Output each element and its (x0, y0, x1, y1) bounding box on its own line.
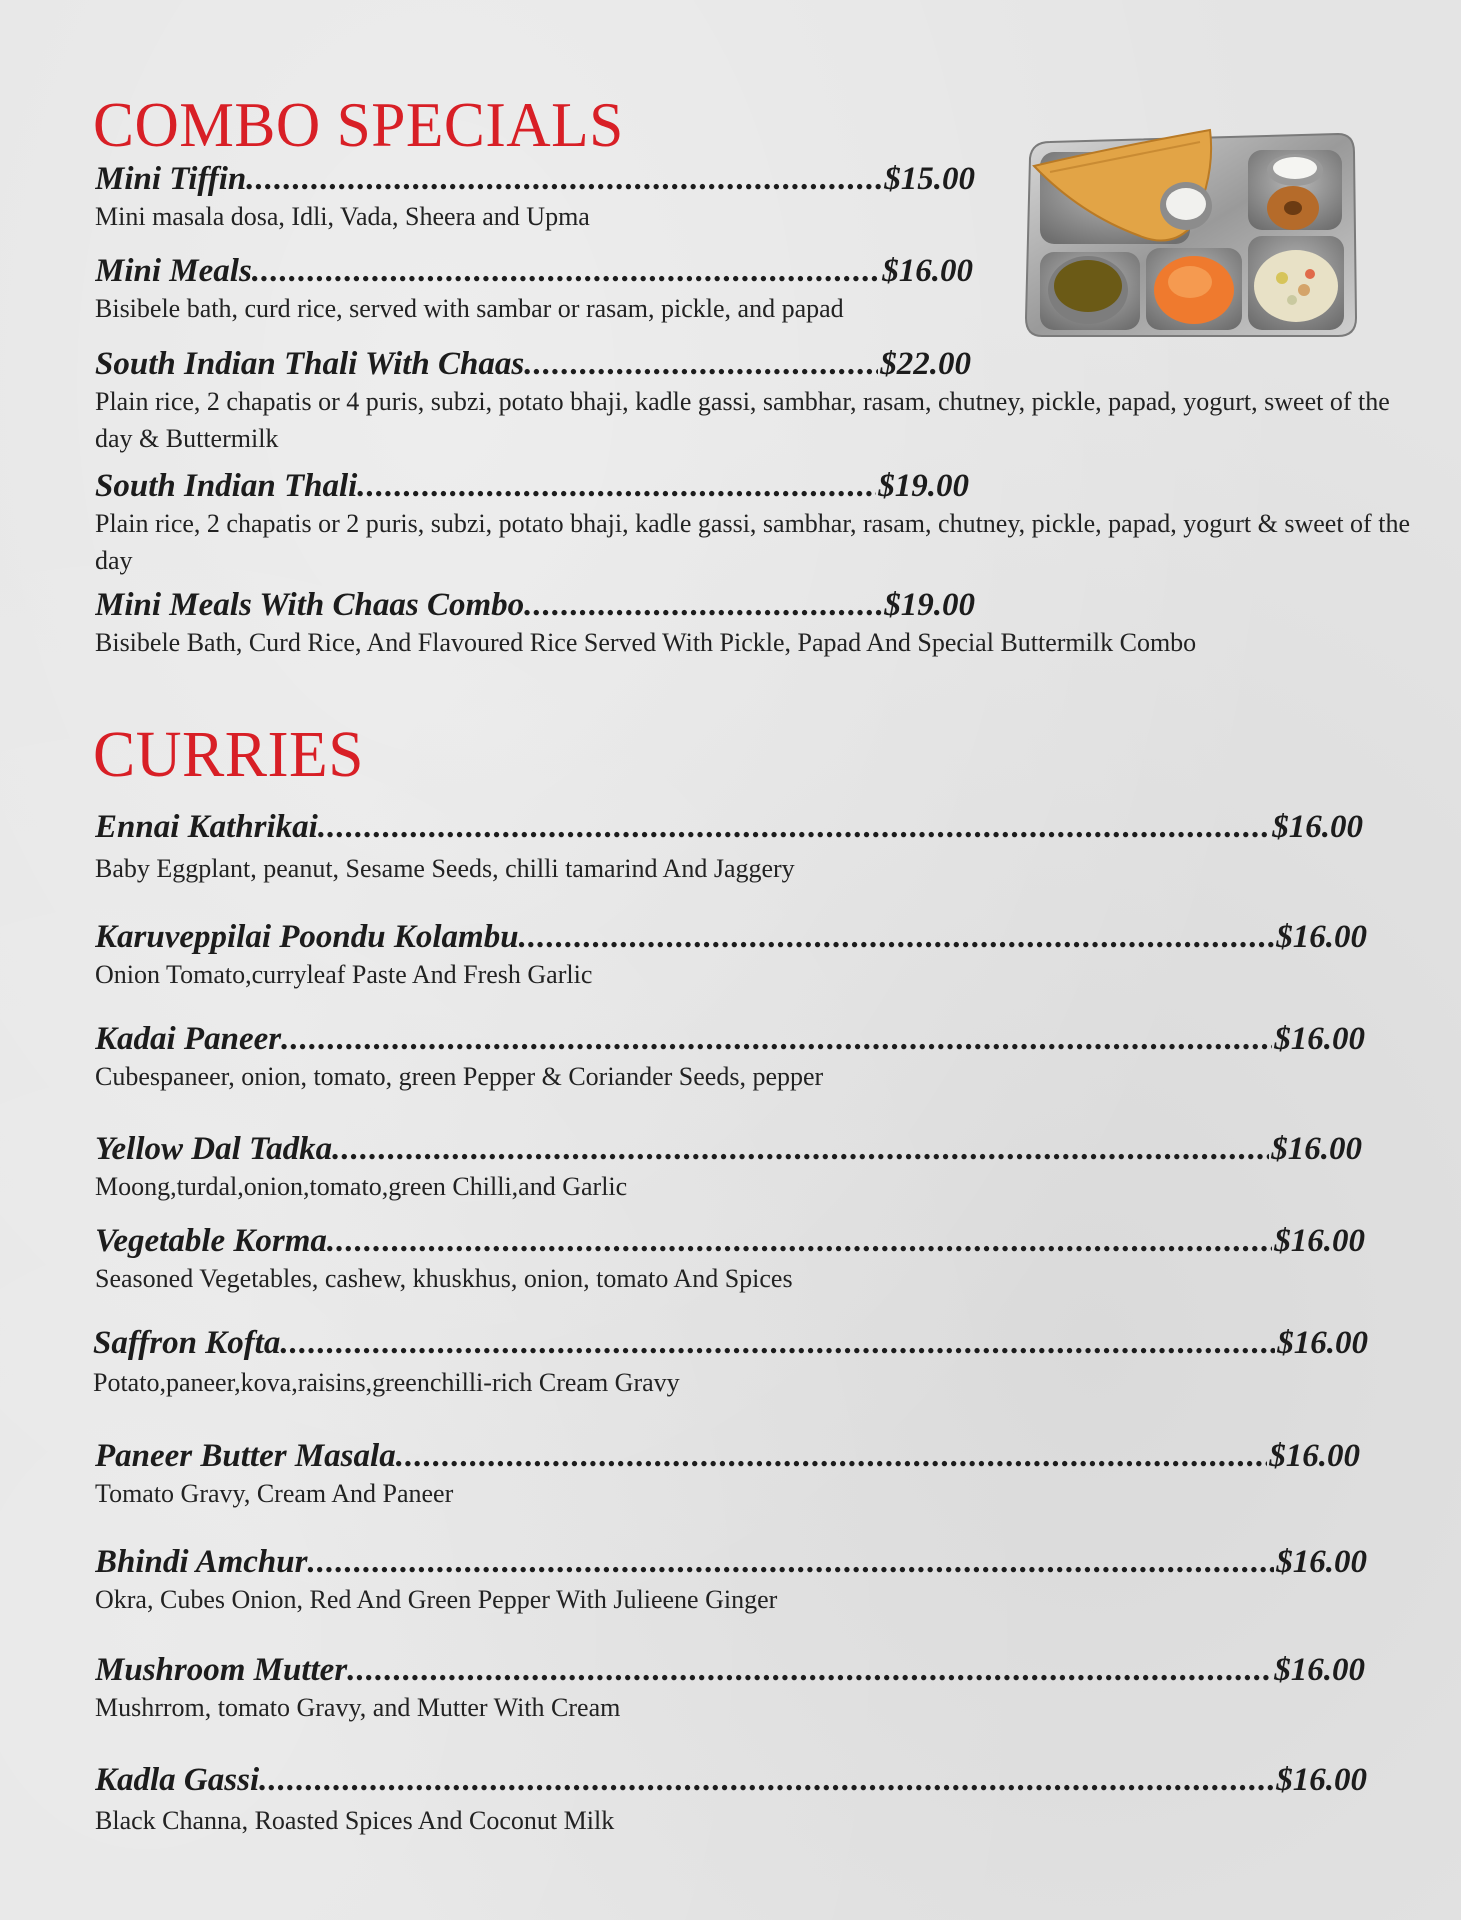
dot-leader (357, 467, 876, 505)
item-description: Bisibele Bath, Curd Rice, And Flavoured Rice Served With Pickle, Papad And Special Buttermilk Combo (95, 628, 1197, 657)
menu-item-kadai-paneer (95, 1020, 1365, 1095)
item-description: Plain rice, 2 chapatis or 2 puris, subzi, potato bhaji, kadle gassi, sambhar, rasam, chutney, pickle, papad, yogurt & sweet of the day (95, 509, 1410, 575)
dot-leader (307, 1543, 1274, 1581)
item-price: $16.00 (1276, 1762, 1367, 1798)
dot-leader (332, 1130, 1269, 1168)
food-thali-photo-icon (1020, 128, 1360, 344)
item-name: Mini Meals (95, 253, 252, 289)
item-name: Karuveppilai Poondu Kolambu (95, 919, 519, 955)
item-description: Cubespaneer, onion, tomato, green Pepper & Coriander Seeds, pepper (95, 1062, 824, 1091)
item-name: South Indian Thali With Chaas (95, 346, 525, 382)
dot-leader (281, 1020, 1272, 1058)
menu-item-mini-meals-chaas-combo (95, 586, 1425, 661)
item-description: Moong,turdal,onion,tomato,green Chilli,and Garlic (95, 1172, 628, 1201)
dot-leader (524, 345, 878, 383)
item-name: Paneer Butter Masala (95, 1438, 396, 1474)
item-name: Bhindi Amchur (95, 1544, 308, 1580)
menu-item-ennai-kathrikai (95, 808, 1363, 887)
menu-item-mushroom-mutter (95, 1651, 1365, 1726)
item-description: Bisibele bath, curd rice, served with sambar or rasam, pickle, and papad (95, 294, 844, 323)
item-name: Vegetable Korma (95, 1223, 327, 1259)
item-price: $16.00 (1269, 1438, 1360, 1474)
menu-item-south-indian-thali (95, 467, 1425, 579)
item-price: $16.00 (1276, 1544, 1367, 1580)
menu-item-saffron-kofta (93, 1324, 1368, 1401)
item-price: $19.00 (878, 468, 969, 504)
item-name: Mushroom Mutter (95, 1652, 348, 1688)
dot-leader (246, 160, 882, 198)
item-price: $22.00 (880, 346, 971, 382)
item-description: Black Channa, Roasted Spices And Coconut Milk (95, 1806, 615, 1835)
curries-heading: CURRIES (93, 718, 364, 791)
dot-leader (519, 918, 1275, 956)
item-description: Tomato Gravy, Cream And Paneer (95, 1479, 454, 1508)
item-name: Kadla Gassi (95, 1762, 260, 1798)
item-description: Mini masala dosa, Idli, Vada, Sheera and Upma (95, 202, 590, 231)
item-price: $19.00 (884, 587, 975, 623)
item-name: Kadai Paneer (95, 1021, 282, 1057)
item-name: Mini Tiffin (95, 161, 247, 197)
menu-item-vegetable-korma (95, 1222, 1365, 1297)
dot-leader (524, 586, 882, 624)
menu-item-paneer-butter-masala (95, 1437, 1360, 1512)
dot-leader (318, 808, 1270, 846)
menu-item-south-indian-thali-chaas (95, 345, 1425, 457)
item-price: $16.00 (882, 253, 973, 289)
item-price: $16.00 (1274, 1021, 1365, 1057)
menu-item-kadla-gassi (95, 1761, 1367, 1839)
item-price: $16.00 (1274, 1652, 1365, 1688)
dot-leader (280, 1324, 1275, 1362)
item-price: $15.00 (884, 161, 975, 197)
item-name: South Indian Thali (95, 468, 358, 504)
item-description: Mushrrom, tomato Gravy, and Mutter With Cream (95, 1693, 621, 1722)
dot-leader (347, 1651, 1272, 1689)
item-name: Ennai Kathrikai (95, 809, 318, 845)
item-name: Yellow Dal Tadka (95, 1131, 333, 1167)
item-description: Onion Tomato,curryleaf Paste And Fresh Garlic (95, 960, 593, 989)
item-price: $16.00 (1276, 919, 1367, 955)
item-description: Okra, Cubes Onion, Red And Green Pepper With Julieene Ginger (95, 1585, 778, 1614)
menu-item-bhindi-amchur (95, 1543, 1367, 1618)
item-price: $16.00 (1271, 1131, 1362, 1167)
item-description: Potato,paneer,kova,raisins,greenchilli-rich Cream Gravy (93, 1368, 680, 1397)
item-description: Plain rice, 2 chapatis or 4 puris, subzi, potato bhaji, kadle gassi, sambhar, rasam, chutney, pickle, papad, yogurt, sweet of the day & Buttermilk (95, 387, 1390, 453)
menu-item-yellow-dal-tadka (95, 1130, 1362, 1205)
dot-leader (259, 1761, 1274, 1799)
item-name: Mini Meals With Chaas Combo (95, 587, 525, 623)
item-price: $16.00 (1272, 809, 1363, 845)
menu-item-karuveppilai-poondu-kolambu (95, 918, 1367, 993)
combo-specials-heading: COMBO SPECIALS (93, 89, 624, 160)
item-price: $16.00 (1277, 1325, 1368, 1361)
item-name: Saffron Kofta (93, 1325, 281, 1361)
dot-leader (327, 1222, 1272, 1260)
item-price: $16.00 (1274, 1223, 1365, 1259)
item-description: Seasoned Vegetables, cashew, khuskhus, onion, tomato And Spices (95, 1264, 793, 1293)
dot-leader (252, 252, 880, 290)
dot-leader (396, 1437, 1268, 1475)
item-description: Baby Eggplant, peanut, Sesame Seeds, chilli tamarind And Jaggery (95, 854, 795, 883)
